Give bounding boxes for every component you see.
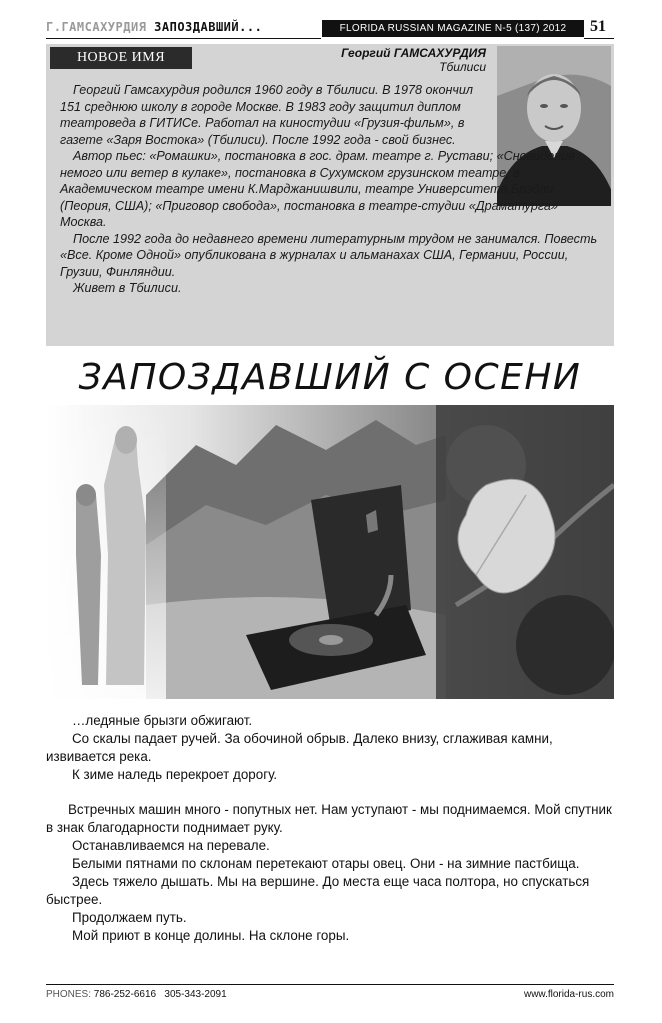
story-paragraph: Продолжаем путь. xyxy=(72,910,187,925)
bio-author-city: Тбилиси xyxy=(439,60,486,74)
bio-paragraph: После 1992 года до недавнего времени литературным трудом не занимался. Повесть «Все. Кроме Одной» опубликована в журналах и альманахах США, Германии, России, Грузии, Финляндии. xyxy=(60,231,598,279)
story-paragraph: Со скалы падает ручей. За обочиной обрыв. Далеко внизу, сглаживая камни, извивается река. xyxy=(46,731,553,764)
phone-numbers: 786-252-6616 305-343-2091 xyxy=(93,989,227,1000)
story-paragraph: Белыми пятнами по склонам перетекают отары овец. Они - на зимние пастбища. xyxy=(72,856,580,871)
header-author: Г.ГАМСАХУРДИЯ xyxy=(46,20,147,34)
page-number-rule xyxy=(584,38,614,39)
article-illustration xyxy=(46,405,614,699)
bio-author-name: Георгий ГАМСАХУРДИЯ xyxy=(341,46,486,60)
bio-paragraph: Живет в Тбилиси. xyxy=(73,281,182,295)
story-paragraph: К зиме наледь перекроет дорогу. xyxy=(72,767,278,782)
bio-paragraph: Георгий Гамсахурдия родился 1960 году в Тбилиси. В 1978 окончил 151 среднюю школу в городе Москве. В 1983 году защитил диплом театроведа в ГИТИСе. Работал на киностудии «Грузия-фильм», в газете «Заря Востока» (Тбилиси). После 1992 года - свой бизнес. xyxy=(60,83,474,147)
bio-paragraph: Автор пьес: «Ромашки», постановка в гос. драм. театре г. Рустави; «Сновидения немого или ветер в кулаке», постановка в Сухумском грузинском театре, в Академическом театре имени К.Марджанишвили, театре Университета Брэдли (Пеория, США); «Приговор свобода», постановка в театре-студии «Драматурга» Москва. xyxy=(60,149,575,229)
page-number: 51 xyxy=(590,18,606,35)
footer-website: www.florida-rus.com xyxy=(523,989,614,1000)
bio-text xyxy=(60,82,612,297)
phones-label: PHONES: xyxy=(46,989,92,1000)
magazine-issue-bar: FLORIDA RUSSIAN MAGAZINE N-5 (137) 2012 xyxy=(322,20,584,37)
story-paragraph: Мой приют в конце долины. На склоне горы. xyxy=(72,928,350,943)
new-name-tag: НОВОЕ ИМЯ xyxy=(50,47,192,69)
story-paragraph: Встречных машин много - попутных нет. Нам уступают - мы поднимаемся. Мой спутник в знак благодарности поднимает руку. xyxy=(46,802,612,835)
story-paragraph: Здесь тяжело дышать. Мы на вершине. До места еще часа полтора, но спускаться быстрее. xyxy=(46,874,590,907)
bio-author-block xyxy=(341,46,486,74)
header-article-title: ЗАПОЗДАВШИЙ... xyxy=(154,20,263,34)
footer-phones xyxy=(46,989,227,1000)
running-header xyxy=(46,20,262,34)
footer-rule xyxy=(46,984,614,985)
collage-image xyxy=(46,405,614,699)
header-rule xyxy=(46,38,321,39)
story-paragraph: …ледяные брызги обжигают. xyxy=(72,713,253,728)
article-title: ЗАПОЗДАВШИЙ С ОСЕНИ xyxy=(78,357,582,398)
story-paragraph: Останавливаемся на перевале. xyxy=(72,838,270,853)
story-text xyxy=(46,712,618,945)
